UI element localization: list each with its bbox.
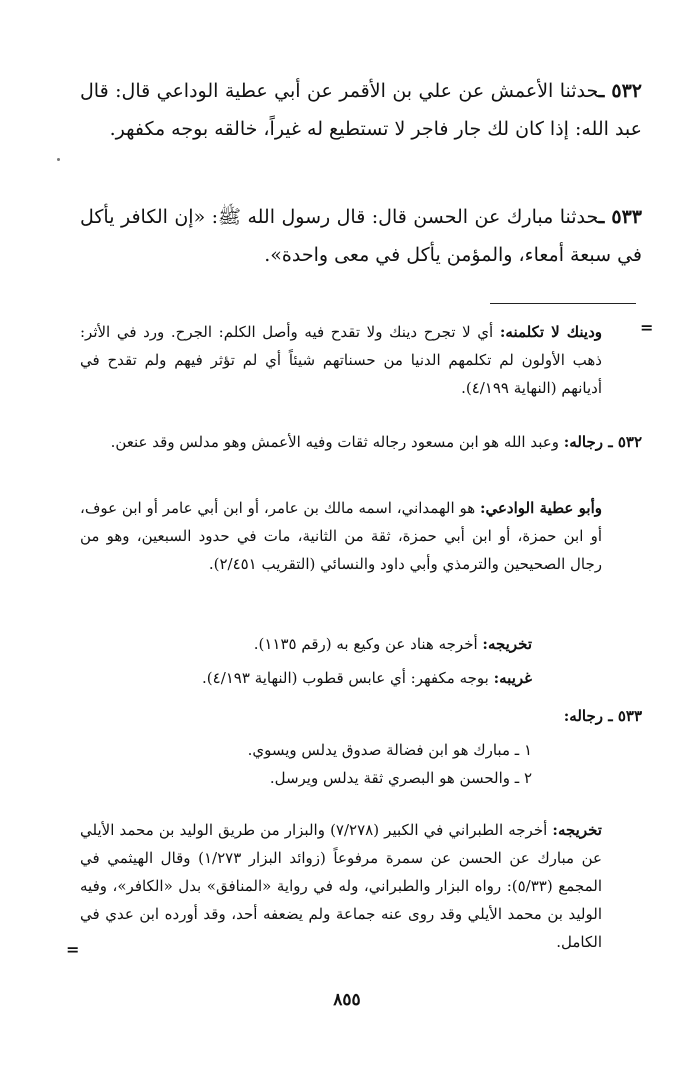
page-number: ٨٥٥ <box>333 990 361 1010</box>
abu-atiya-term: وأبو عطية الوادعي: <box>479 499 602 517</box>
hadith-533-number: ٥٣٣ ـ <box>598 206 643 228</box>
abu-atiya-note <box>80 494 642 578</box>
takhrij-533-label: تخريجه: <box>552 821 602 839</box>
takhrij-532-paragraph <box>80 630 642 658</box>
scan-speck <box>57 158 60 161</box>
hadith-532-text: حدثنا الأعمش عن علي بن الأقمر عن أبي عطية الوداعي قال: قال عبد الله: إذا كان لك جار فاجر لا تستطيع له غيراً، خالقه بوجه مكفهر. <box>80 80 642 140</box>
gharib-532-label: غريبه: <box>493 669 532 687</box>
takhrij-532-text: أخرجه هناد عن وكيع به (رقم ١١٣٥). <box>253 635 478 653</box>
rijal-532-paragraph <box>80 428 642 456</box>
rijal-533-label: ٥٣٣ ـ رجاله: <box>563 707 642 725</box>
footnote-kalim <box>80 318 642 402</box>
footnote-kalim-paragraph <box>80 318 642 402</box>
gharib-532-text: بوجه مكفهر: أي عابس قطوب (النهاية ٤/١٩٣). <box>202 669 489 687</box>
rijal-532 <box>80 428 642 456</box>
rijal-533 <box>80 702 642 792</box>
takhrij-533 <box>80 816 642 956</box>
gharib-532 <box>80 664 642 692</box>
abu-atiya-text: هو الهمداني، اسمه مالك بن عامر، أو ابن أبي عامر أو ابن عوف، أو ابن حمزة، أو ابن أبي حمزة، ثقة من الثانية، مات في حدود السبعين، وهو من رجال الصحيحين والترمذي وأبي داود والنسائي (التقريب ٢/٤٥١). <box>80 499 602 573</box>
continuation-marker-bottom: = <box>66 940 80 959</box>
rijal-532-text: وعبد الله هو ابن مسعود رجاله ثقات وفيه الأعمش وهو مدلس وقد عنعن. <box>110 433 559 451</box>
hadith-533-text: حدثنا مبارك عن الحسن قال: قال رسول الله ﷺ: «إن الكافر يأكل في سبعة أمعاء، والمؤمن يأكل في معى واحدة». <box>80 206 642 266</box>
takhrij-532-label: تخريجه: <box>482 635 532 653</box>
rijal-533-item-1: ١ ـ مبارك هو ابن فضالة صدوق يدلس ويسوي. <box>247 741 532 759</box>
abu-atiya-paragraph <box>80 494 642 578</box>
hadith-532-number: ٥٣٢ ـ <box>598 80 643 102</box>
footnote-separator-rule <box>490 303 636 304</box>
hadith-532-paragraph <box>80 72 642 148</box>
hadith-532 <box>80 72 642 148</box>
takhrij-533-text: أخرجه الطبراني في الكبير (٧/٢٧٨) والبزار من طريق الوليد بن محمد الأيلي عن مبارك عن الحسن عن سمرة مرفوعاً (زوائد البزار ١/٢٧٣) وقال الهيثمي في المجمع (٥/٣٣): رواه البزار والطبراني، وله في رواية «المنافق» بدل «الكافر»، وفيه الوليد بن محمد الأيلي وقد روى عنه جماعة ولم يضعفه أحد، وقد أورده ابن عدي في الكامل. <box>80 821 602 951</box>
takhrij-533-paragraph <box>80 816 642 956</box>
footnote-kalim-term: ودينك لا تكلمنه: <box>499 323 603 341</box>
footnote-kalim-text: أي لا تجرح دينك ولا تقدح فيه وأصل الكلم: الجرح. ورد في الأثر: ذهب الأولون لم تكلمهم الدنيا من حسناتهم شيئاً أي لم تؤثر فيهم ولم تقدح في أديانهم (النهاية ٤/١٩٩). <box>80 323 602 397</box>
rijal-532-label: ٥٣٢ ـ رجاله: <box>563 433 642 451</box>
takhrij-532 <box>80 630 642 658</box>
continuation-marker-top: = <box>640 318 654 337</box>
hadith-533-paragraph <box>80 198 642 274</box>
rijal-533-item-2: ٢ ـ والحسن هو البصري ثقة يدلس ويرسل. <box>269 769 532 787</box>
rijal-533-label-line <box>80 702 642 730</box>
gharib-532-paragraph <box>80 664 642 692</box>
hadith-533 <box>80 198 642 274</box>
